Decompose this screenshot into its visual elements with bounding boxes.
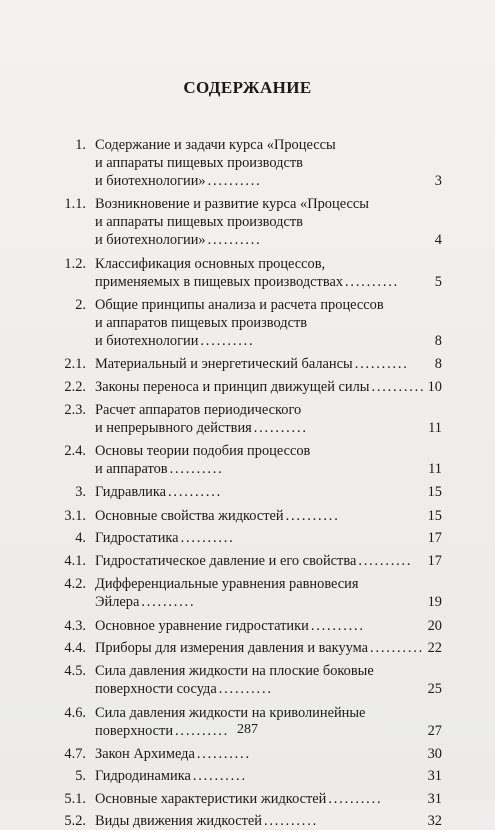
toc-entry-line: Расчет аппаратов периодического: [95, 402, 302, 418]
dot-leader: ..........: [310, 618, 365, 634]
toc-entry-page: 17: [427, 530, 442, 546]
toc-entry-number: 4.5.: [64, 663, 86, 679]
toc-entry-number: 5.1.: [64, 791, 86, 807]
dot-leader: ..........: [175, 723, 230, 739]
toc-entry: [40, 442, 442, 478]
toc-entry-line: Классификация основных процессов,: [95, 256, 326, 272]
toc-entry-number: 3.: [75, 484, 86, 500]
dot-leader: ..........: [207, 173, 262, 189]
toc-entry: [40, 790, 442, 808]
toc-entry-page: 27: [427, 723, 442, 739]
toc-entry-page: 30: [427, 746, 442, 762]
toc-entry-line-text: и биотехнологии»: [95, 173, 206, 189]
toc-entry-title: [95, 296, 426, 350]
toc-entry-number: 2.3.: [64, 402, 86, 418]
dot-leader: ..........: [180, 530, 235, 546]
toc-entry-title: [95, 378, 426, 396]
toc-entry-line: и аппараты пищевых производств: [95, 214, 303, 230]
toc-entry-line-text: и биотехнологии»: [95, 232, 206, 248]
dot-leader: ..........: [264, 813, 318, 829]
toc-entry-line: [95, 529, 426, 547]
toc-entry-page: 22: [427, 640, 442, 656]
toc-entry-title: [95, 507, 426, 525]
toc-entry: [40, 575, 442, 611]
dot-leader: ..........: [192, 768, 247, 784]
toc-entry-title: [95, 136, 426, 190]
toc-entry-line-text: и непрерывного действия: [95, 420, 252, 436]
toc-entry-page: 31: [427, 791, 442, 807]
toc-entry-line-text: Гидростатика: [95, 530, 179, 546]
toc-entry-page: 15: [427, 508, 442, 524]
dot-leader: ..........: [328, 791, 383, 807]
toc-entry-line: [95, 231, 426, 249]
toc-entry: [40, 507, 442, 525]
toc-entry-line-text: Основные свойства жидкостей: [95, 508, 284, 524]
toc-entry-number: 5.2.: [64, 813, 86, 829]
toc-entry-line-text: поверхности сосуда: [95, 681, 217, 697]
toc-entry-line: [95, 355, 426, 373]
toc-entry-title: [95, 662, 426, 698]
toc-entry-line: [95, 767, 426, 785]
toc-entry-page: 3: [434, 173, 442, 189]
toc-entry-number: 2.: [75, 297, 86, 313]
toc-entry-title: [95, 483, 426, 501]
dot-leader: ..........: [354, 356, 409, 372]
toc-entry-line-text: Основные характеристики жидкостей: [95, 791, 327, 807]
toc-entry-line: [95, 790, 426, 808]
toc-entry-line: Сила давления жидкости на криволинейные: [95, 705, 366, 721]
toc-entry: [40, 195, 442, 249]
toc-entry-page: 17: [427, 553, 442, 569]
toc-entry: [40, 745, 442, 763]
toc-entry-page: 31: [427, 768, 442, 784]
toc-entry-number: 2.2.: [64, 379, 86, 395]
toc-entry-line: [95, 332, 426, 350]
toc-entry-page: 10: [427, 379, 442, 395]
toc-entry-line-text: и биотехнологии: [95, 333, 199, 349]
toc-entry-page: 19: [427, 594, 442, 610]
dot-leader: ..........: [370, 640, 425, 656]
dot-leader: ..........: [168, 484, 223, 500]
toc-entry-line: Возникновение и развитие курса «Процессы: [95, 196, 369, 212]
toc-entry-title: [95, 790, 426, 808]
toc-entry-page: 15: [427, 484, 442, 500]
toc-entry: [40, 296, 442, 350]
toc-entry-line: [95, 745, 426, 763]
toc-entry-number: 4.1.: [64, 553, 86, 569]
toc-entry-line: [95, 273, 426, 291]
dot-leader: ..........: [196, 746, 251, 762]
toc-entry: [40, 483, 442, 501]
toc-entry-line: [95, 483, 426, 501]
toc-entry-line-text: Приборы для измерения давления и вакуума: [95, 640, 369, 656]
toc-entry-line: [95, 507, 426, 525]
toc-entry-line: [95, 593, 426, 611]
toc-entry-line: и аппараты пищевых производств: [95, 155, 303, 171]
toc-entry-title: [95, 575, 426, 611]
toc-entry-number: 2.4.: [64, 443, 86, 459]
toc-entry-line: Сила давления жидкости на плоские боковые: [95, 663, 374, 679]
toc-entry-number: 4.6.: [64, 705, 86, 721]
toc-entry-page: 8: [434, 356, 442, 372]
toc-entry: [40, 552, 442, 570]
toc-entry-line: и аппаратов пищевых производств: [95, 315, 308, 331]
toc-entry-line: [95, 639, 426, 657]
dot-leader: ..........: [358, 553, 413, 569]
toc-entry-number: 4.2.: [64, 576, 86, 592]
toc-entry-title: [95, 639, 426, 657]
toc-entry-title: [95, 195, 426, 249]
toc-entry-page: 11: [428, 420, 442, 436]
toc-entry-number: 2.1.: [64, 356, 86, 372]
toc-entry-line: Основы теории подобия процессов: [95, 443, 311, 459]
toc-entry-title: [95, 442, 426, 478]
toc-entry-number: 4.4.: [64, 640, 86, 656]
toc-entry-line: [95, 172, 426, 190]
toc-entry-line-text: Гидравлика: [95, 484, 167, 500]
toc-entry-line: Общие принципы анализа и расчета процессов: [95, 297, 384, 313]
toc-entry-line-text: поверхности: [95, 723, 174, 739]
toc-entry-page: 11: [428, 461, 442, 477]
toc-entry-line-text: Эйлера: [95, 594, 140, 610]
toc-entry-line: [95, 617, 426, 635]
toc-entry: [40, 378, 442, 396]
toc-entry: [40, 812, 442, 830]
toc-entry-number: 4.: [75, 530, 86, 546]
page-title: СОДЕРЖАНИЕ: [183, 78, 312, 97]
toc-entry-line: [95, 378, 426, 396]
toc-entry-line-text: применяемых в пищевых производствах: [95, 274, 344, 290]
dot-leader: ..........: [285, 508, 340, 524]
toc-entry: [40, 767, 442, 785]
toc-entry-title: [95, 812, 426, 830]
toc-entry-title: [95, 745, 426, 763]
toc-entry-page: 32: [427, 813, 442, 829]
toc-entry-line: Содержание и задачи курса «Процессы: [95, 137, 336, 153]
toc-entry-title: [95, 401, 426, 437]
toc-entry-page: 5: [434, 274, 442, 290]
dot-leader: ..........: [200, 333, 255, 349]
dot-leader: ..........: [141, 594, 196, 610]
toc-entry-title: [95, 617, 426, 635]
dot-leader: ..........: [345, 274, 400, 290]
toc-entry-title: [95, 552, 426, 570]
toc-entry-line-text: Гидростатическое давление и его свойства: [95, 553, 357, 569]
toc-entry-line-text: Законы переноса и принцип движущей силы: [95, 379, 370, 395]
toc-entry-line: [95, 460, 426, 478]
dot-leader: ..........: [169, 461, 224, 477]
toc-entry: [40, 136, 442, 190]
dot-leader: ..........: [253, 420, 308, 436]
toc-entry-title: [95, 355, 426, 373]
toc-entry-page: 20: [427, 618, 442, 634]
toc-entry-number: 1.: [75, 137, 86, 153]
toc-entry-number: 1.1.: [64, 196, 86, 212]
toc-entry-number: 4.7.: [64, 746, 86, 762]
toc-entry-line-text: и аппаратов: [95, 461, 168, 477]
toc-entry-line: [95, 812, 426, 830]
toc-entry: [40, 529, 442, 547]
toc-entry: [40, 255, 442, 291]
dot-leader: ..........: [371, 379, 426, 395]
toc-entry: [40, 355, 442, 373]
toc-entry-title: [95, 529, 426, 547]
page-number: 287: [237, 722, 258, 737]
toc-entry-line-text: Виды движения жидкостей: [95, 813, 263, 829]
toc-entry-line-text: Основное уравнение гидростатики: [95, 618, 309, 634]
toc-entry-title: [95, 255, 426, 291]
toc-entry: [40, 639, 442, 657]
toc-entry-number: 5.: [75, 768, 86, 784]
toc-entry: [40, 401, 442, 437]
toc-entry-number: 4.3.: [64, 618, 86, 634]
toc-entry: [40, 662, 442, 698]
toc-entry-line: [95, 552, 426, 570]
toc-entry-page: 8: [434, 333, 442, 349]
toc-entry-page: 25: [427, 681, 442, 697]
dot-leader: ..........: [218, 681, 273, 697]
dot-leader: ..........: [207, 232, 262, 248]
toc-entry-line: Дифференциальные уравнения равновесия: [95, 576, 359, 592]
toc-entry: [40, 617, 442, 635]
toc-entry-line-text: Закон Архимеда: [95, 746, 195, 762]
toc-entry-title: [95, 767, 426, 785]
toc-entry-number: 1.2.: [64, 256, 86, 272]
toc-entry-line: [95, 419, 426, 437]
toc-entry-page: 4: [434, 232, 442, 248]
toc-entry-line-text: Материальный и энергетический балансы: [95, 356, 353, 372]
toc-entry-number: 3.1.: [64, 508, 86, 524]
toc-entry-line: [95, 680, 426, 698]
toc-entry-line-text: Гидродинамика: [95, 768, 191, 784]
